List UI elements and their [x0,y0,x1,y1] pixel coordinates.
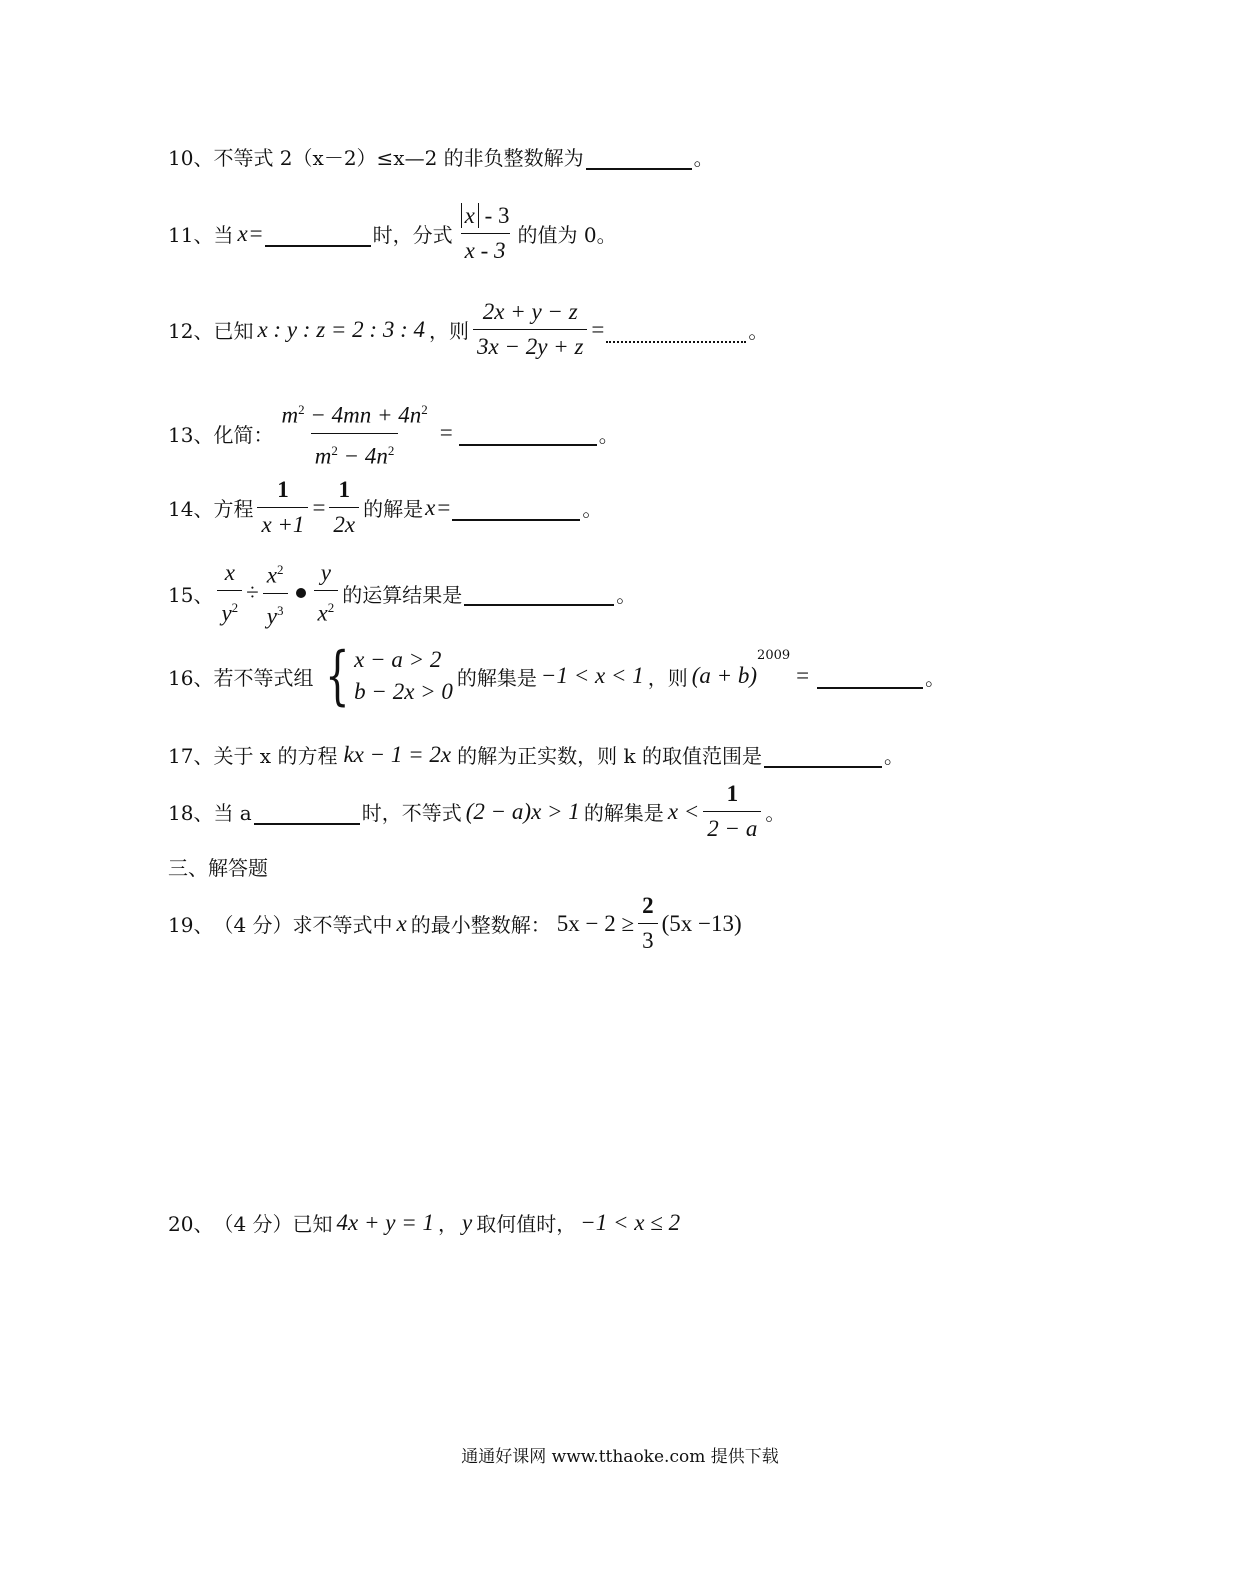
math-eq: = [437,494,451,520]
answer-blank[interactable] [586,144,692,170]
fraction [473,298,587,361]
math-range: −1 < x < 1 [540,663,644,688]
q-end: 。 [582,497,603,521]
q-text: （4 分）求不等式中 [213,913,393,937]
math-expr: 5x − 2 ≥ [556,910,635,936]
fraction [257,476,308,539]
q-end: 。 [925,665,946,690]
question-18 [168,780,785,843]
math-expr: (5x −13) [661,910,742,936]
fraction-numerator: $m^2 - 4mn + 4n^2$ [281,402,428,428]
answer-blank[interactable] [265,221,371,247]
question-11 [168,202,617,265]
q-number: 19、 [168,913,214,937]
question-15 [168,556,636,630]
question-20 [168,1208,680,1237]
q-number: 13、 [168,422,214,447]
num-rest: - 3 [484,203,510,228]
q-text: 已知 [213,319,254,343]
question-19 [168,892,742,955]
fraction-denominator: $y^2$ [217,590,242,628]
q-text: 当 [213,223,234,247]
fraction-denominator: x - 3 [461,233,510,265]
question-12 [168,298,768,361]
math-exponent: 2009 [757,648,791,663]
q-number: 12、 [168,319,214,343]
fraction [329,476,359,539]
fraction-numerator: 2 [642,893,654,918]
math-var: y [462,1209,473,1235]
answer-blank[interactable] [606,317,746,343]
math-range: −1 < x ≤ 2 [580,1209,681,1235]
inequality-system [317,639,453,713]
math-equation: kx − 1 = 2x [343,741,452,767]
q-number: 10、 [168,146,214,170]
question-17 [168,740,904,769]
q-text: 的值为 0。 [517,223,617,247]
q-text: （4 分）已知 [213,1212,333,1236]
fraction [314,559,339,628]
math-var: x [396,910,407,936]
math-equation: 4x + y = 1 [336,1209,435,1235]
math-expr: x < [667,798,700,824]
answer-blank[interactable] [254,799,360,825]
q-text: 时，分式 [372,223,453,247]
math-eq: = [796,663,810,688]
fraction-denominator: $x^2$ [314,590,339,628]
answer-blank[interactable] [459,420,597,446]
q-end: 。 [616,582,637,607]
math-inequality: (2 − a)x > 1 [465,798,580,824]
q-text: 取何值时， [476,1212,577,1236]
math-var: x [237,220,248,246]
fraction-denominator: $m^2 - 4n^2$ [311,433,399,471]
fraction-numerator: y [320,559,331,585]
q-text: 的解为正实数，则 k 的取值范围是 [457,744,762,768]
q-text: 当 a [213,801,252,825]
q-number: 17、 [168,744,214,768]
math-eq: = [439,420,453,446]
question-10 [168,142,714,171]
q-number: 11、 [168,223,214,247]
q-text: 方程 [213,497,254,521]
fraction-denominator: x +1 [257,507,308,539]
q-end: 。 [693,146,714,170]
fraction-denominator: 3 [638,923,658,955]
fraction-numerator: $x^2$ [266,562,284,588]
q-text: 的运算结果是 [342,582,463,607]
q-number: 14、 [168,497,214,521]
fraction-denominator: 3x − 2y + z [473,329,587,361]
system-line-1: x − a > 2 [354,647,442,672]
fraction-numerator: 1 [726,781,739,806]
fraction [277,396,431,470]
fraction-numerator [457,202,514,233]
q-text: 的最小整数解： [410,913,551,937]
q-text: 不等式 2（x－2）≤x—2 的非负整数解为 [213,146,584,170]
fraction-denominator: $y^3$ [263,593,288,631]
q-text: 的解集是 [456,665,537,690]
math-eq: = [312,494,326,520]
fraction-numerator: x [224,559,235,585]
q-end: 。 [883,744,904,768]
fraction-numerator: 1 [277,477,289,502]
fraction-numerator: 1 [338,477,351,502]
q-text: 关于 x 的方程 [213,744,338,768]
math-expr: (a + b) [691,663,758,688]
math-divide: ÷ [246,580,259,606]
fraction-denominator: 2x [329,507,359,539]
q-text: 的解是 [363,497,424,521]
q-text: ， [438,1212,459,1236]
system-line-2: b − 2x > 0 [354,679,453,704]
answer-blank[interactable] [764,742,882,768]
q-text: 化简： [213,422,274,447]
q-number: 18、 [168,801,214,825]
fraction [263,556,288,630]
fraction-numerator: 2x + y − z [482,299,578,324]
fraction [703,780,761,843]
q-text: 若不等式组 [213,665,314,690]
q-text: 时，不等式 [361,801,462,825]
math-var: x [425,494,436,520]
fraction [217,559,242,628]
q-number: 16、 [168,665,214,690]
brace: { [325,639,351,713]
fraction [457,202,514,265]
answer-blank[interactable] [452,495,580,521]
fraction [638,892,658,955]
answer-blank[interactable] [464,580,614,606]
page-footer: 通通好课网 www.tthaoke.com 提供下载 [461,1447,779,1467]
math-eq: = [591,316,605,342]
q-text: 的解集是 [583,801,664,825]
q-end: 。 [765,801,786,825]
q-end: 。 [748,319,769,343]
q-text: ，则 [647,665,688,690]
section-heading: 三、解答题 [168,856,268,880]
question-13 [168,396,619,470]
abs-value: x [461,203,479,228]
question-16 [168,639,946,713]
math-ratio: x : y : z = 2 : 3 : 4 [257,316,425,342]
q-end: 。 [598,422,619,447]
q-number: 20、 [168,1212,214,1236]
answer-blank[interactable] [817,663,923,689]
multiply-dot [296,588,306,598]
fraction-denominator: 2 − a [703,811,761,843]
q-number: 15、 [168,582,214,607]
question-14 [168,476,602,539]
math-eq: = [249,220,263,246]
q-text: ，则 [428,319,469,343]
